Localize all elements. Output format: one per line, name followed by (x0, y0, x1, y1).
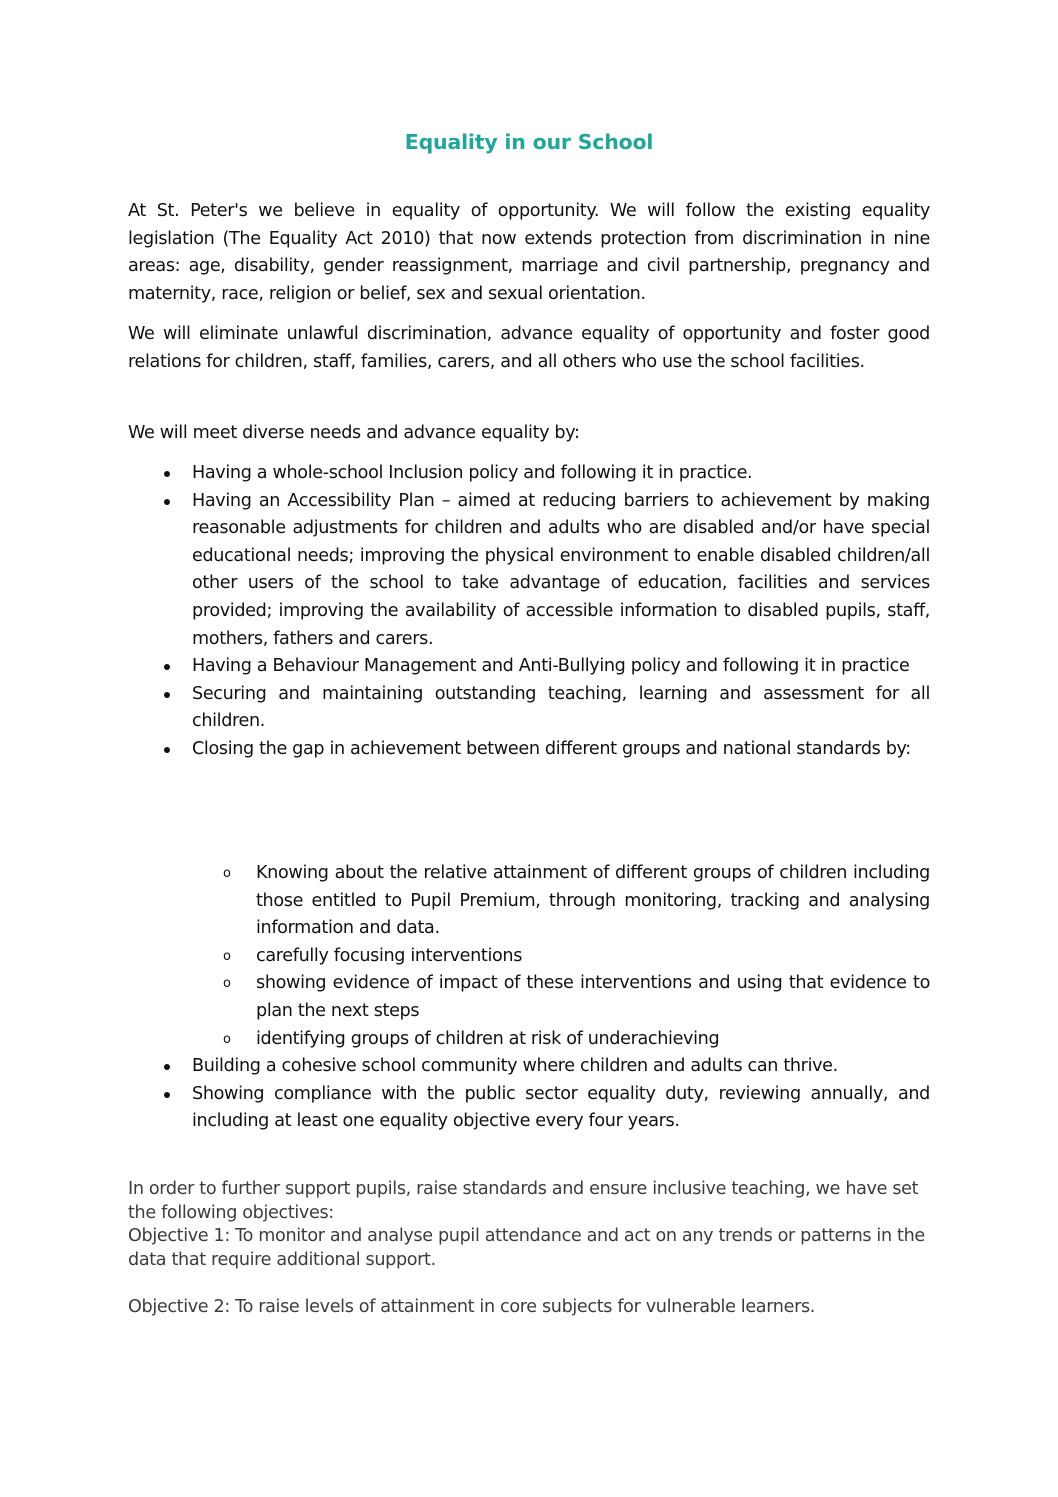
list-item: Having a Behaviour Management and Anti-Bullying policy and following it in practice (128, 653, 930, 681)
bullet-icon (164, 471, 170, 477)
list-item: Securing and maintaining outstanding teaching, learning and assessment for all children. (128, 681, 930, 736)
objective-2: Objective 2: To raise levels of attainment in core subjects for vulnerable learners. (128, 1297, 816, 1317)
sub-list-item: o carefully focusing interventions (128, 943, 930, 971)
sub-list-item: o showing evidence of impact of these interventions and using that evidence to plan the next steps (128, 970, 930, 1025)
list-item: Building a cohesive school community where children and adults can thrive. (128, 1053, 930, 1081)
circle-bullet-icon: o (223, 976, 231, 992)
objectives-intro: In order to further support pupils, raise standards and ensure inclusive teaching, we have set the following objectives: (128, 1179, 919, 1223)
list-item: Having a whole-school Inclusion policy and following it in practice. (128, 460, 930, 488)
objective-1: Objective 1: To monitor and analyse pupil attendance and act on any trends or patterns in the data that require additional support. (128, 1226, 925, 1270)
list-item: Having an Accessibility Plan – aimed at reducing barriers to achievement by making reasonable adjustments for children and adults who are disabled and/or have special educational needs; improving the physical environment to enable disabled children/all other users of the school to take advantage of education, facilities and services provided; improving the availability of accessible information to disabled pupils, staff, mothers, fathers and carers. (128, 488, 930, 654)
bullet-icon (164, 499, 170, 505)
equality-measures-list (128, 460, 930, 764)
bullet-icon (164, 1064, 170, 1070)
intro-paragraph: At St. Peter's we believe in equality of opportunity. We will follow the existing equality legislation (The Equality Act 2010) that now extends protection from discrimination in nine areas: age, disability, gender reassignment, marriage and civil partnership, pregnancy and maternity, race, religion or belief, sex and sexual orientation. (128, 201, 930, 304)
aims-paragraph: We will eliminate unlawful discrimination, advance equality of opportunity and foster good relations for children, staff, families, carers, and all others who use the school facilities. (128, 324, 930, 372)
bullet-icon (164, 664, 170, 670)
circle-bullet-icon: o (223, 948, 231, 964)
list-lead-in: We will meet diverse needs and advance equality by: (128, 423, 580, 443)
list-item: Closing the gap in achievement between different groups and national standards by: (128, 736, 930, 764)
circle-bullet-icon: o (223, 866, 231, 881)
equality-measures-list-continued (128, 1053, 930, 1136)
sub-list-item: o identifying groups of children at risk of underachieving (128, 1026, 930, 1054)
objectives-section (128, 1178, 930, 1272)
sub-list-item: o Knowing about the relative attainment of different groups of children including those entitled to Pupil Premium, through monitoring, tracking and analysing information and data. (128, 860, 930, 943)
list-item: Showing compliance with the public sector equality duty, reviewing annually, and including at least one equality objective every four years. (128, 1081, 930, 1136)
page-title: Equality in our School (404, 130, 654, 154)
closing-gap-sublist (128, 860, 930, 1053)
circle-bullet-icon: o (223, 1031, 231, 1047)
bullet-icon (164, 1092, 170, 1098)
bullet-icon (164, 747, 170, 753)
bullet-icon (164, 692, 170, 698)
